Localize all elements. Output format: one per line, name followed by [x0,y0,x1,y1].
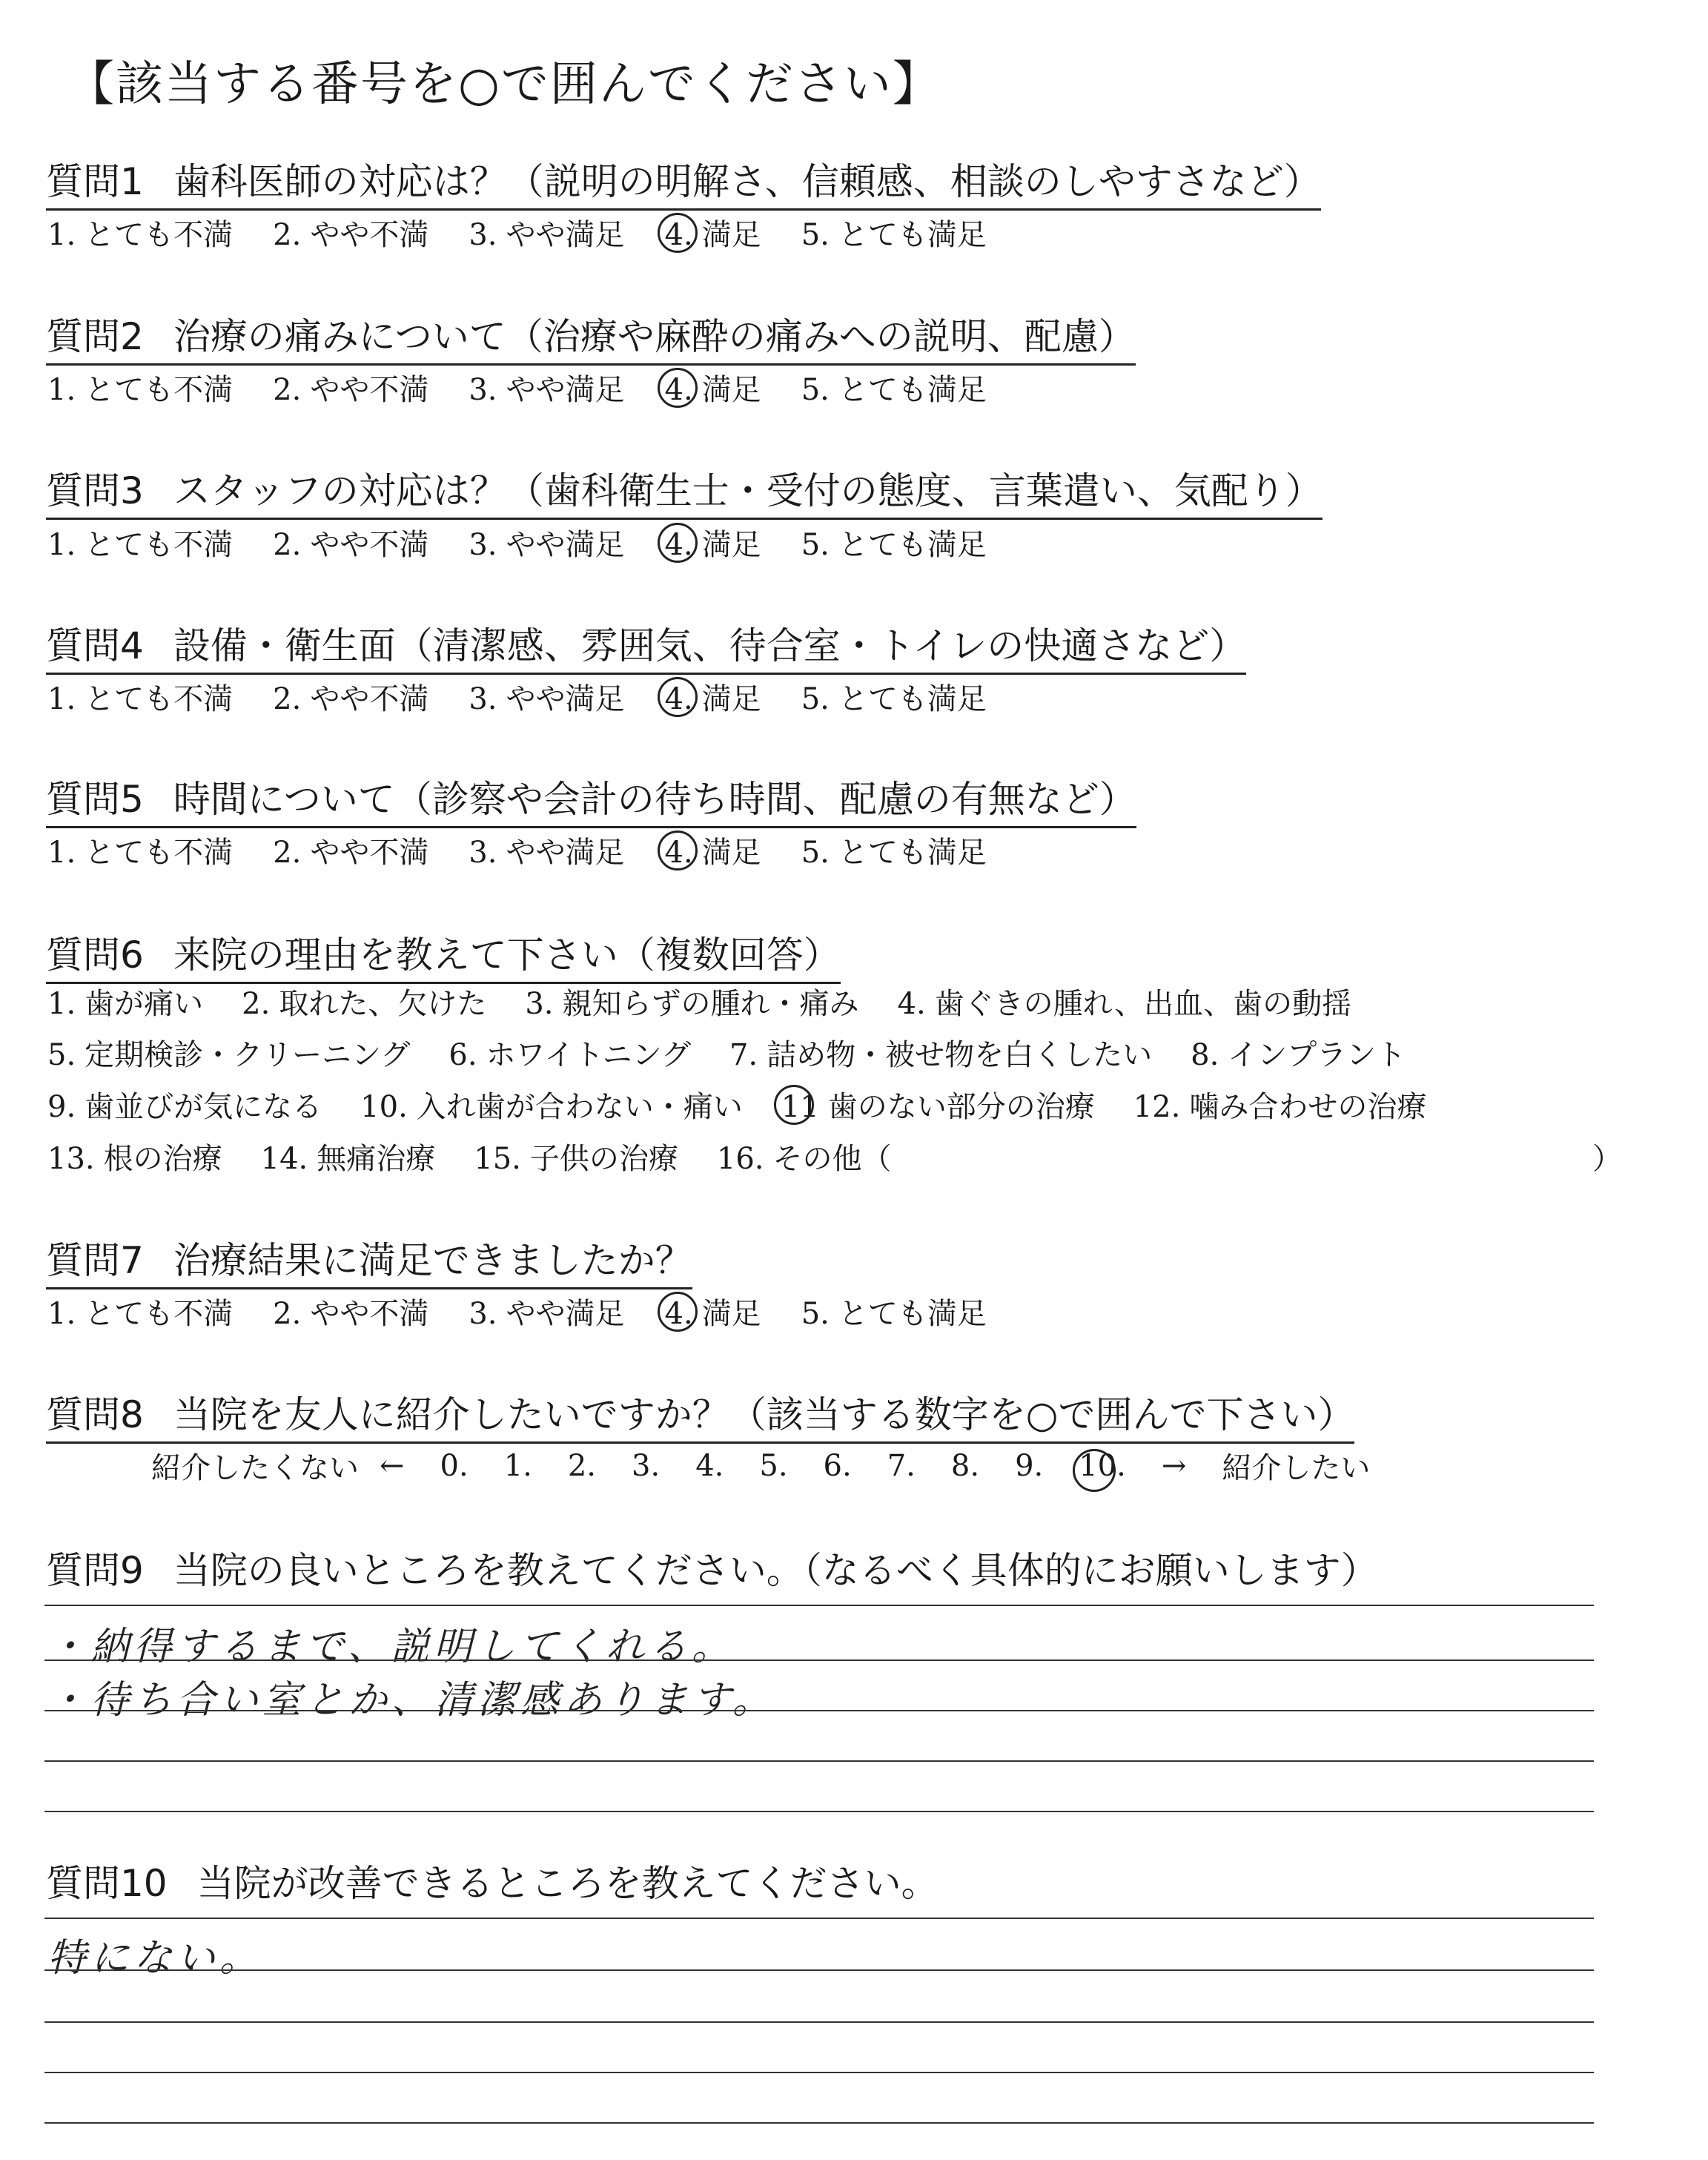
option-number: 4. [664,1297,693,1331]
q1-option-5[interactable] [801,211,987,254]
option-label: とても不満 [85,218,234,252]
option-label: やや不満 [310,373,429,407]
option-label: インプラント [1228,1038,1406,1072]
question-2-number: 質問2 [46,315,144,358]
option-number: 2. [273,1297,302,1331]
option-number: 6. [448,1038,477,1072]
q4-option-3[interactable] [469,676,624,718]
question-6-option[interactable] [1133,1083,1427,1126]
option-label: 満足 [701,218,761,252]
question-5-number: 質問5 [46,778,144,821]
option-number: 2. [273,528,302,562]
question-1-number: 質問1 [46,160,144,203]
q4-option-5[interactable] [801,676,987,718]
question-9-number: 質問9 [46,1549,144,1592]
q1-option-1[interactable] [47,211,233,254]
answer-line [44,1659,1594,1661]
option-number: 8. [1191,1038,1219,1072]
q5-option-1[interactable] [47,829,233,871]
option-label: 歯並びが気になる [85,1090,322,1124]
q3-option-4[interactable] [665,521,761,564]
question-10-text: 当院が改善できるところを教えてください。 [196,1862,939,1905]
question-6-options-row-4 [47,1135,930,1178]
question-2-options [47,366,1027,409]
option-label: 満足 [701,528,761,562]
option-label: 歯のない部分の治療 [827,1090,1095,1124]
q4-option-4[interactable] [665,676,761,718]
option-label: 無痛治療 [317,1142,436,1176]
option-label: やや不満 [310,218,429,252]
q7-option-3[interactable] [469,1290,624,1332]
question-6-options-row-1 [47,980,1390,1023]
q3-option-1[interactable] [47,521,233,564]
answer-line [44,2122,1594,2124]
question-10-answer-1: 特にない。 [47,1936,263,1981]
question-6-option[interactable] [1191,1031,1406,1074]
question-6-option[interactable] [47,1135,222,1178]
q1-option-4[interactable] [665,211,761,254]
question-7-options [47,1290,1027,1332]
question-7-text: 治療結果に満足できましたか？ [173,1239,692,1282]
option-label: 満足 [701,1297,761,1331]
question-5-options [47,829,1027,871]
option-label: 取れた、欠けた [279,987,487,1021]
q5-option-5[interactable] [801,829,987,871]
scale-point-8[interactable]: 8. [950,1448,980,1483]
option-number: 1. [47,218,76,252]
answer-line [44,2021,1594,2023]
scale-point-10[interactable]: 10. [1079,1448,1126,1483]
option-number: 10. [360,1090,408,1124]
option-number: 5. [801,836,830,870]
question-9-text: 当院の良いところを教えてください。（なるべく具体的にお願いします） [173,1549,1378,1592]
option-label: とても満足 [838,218,987,252]
option-number: 1. [47,1297,76,1331]
option-number: 4. [664,836,693,870]
option-number: 12. [1133,1090,1181,1124]
option-number: 1. [47,836,76,870]
option-label: 歯が痛い [85,987,204,1021]
option-label: やや不満 [310,836,429,870]
q2-option-3[interactable] [469,366,624,409]
q1-option-3[interactable] [469,211,624,254]
scale-point-1[interactable]: 1. [503,1448,532,1483]
option-label: とても不満 [85,836,234,870]
scale-point-5[interactable]: 5. [759,1448,788,1483]
question-8-number: 質問8 [46,1393,144,1436]
option-number: 3. [469,373,497,407]
q3-option-3[interactable] [469,521,624,564]
option-number: 4. [897,987,926,1021]
question-9-answer-2: ・待ち合い室とか、清潔感あります。 [47,1678,775,1723]
scale-left-label: 紹介したくない [151,1451,359,1485]
question-6-number: 質問6 [46,934,144,977]
q7-option-1[interactable] [47,1290,233,1332]
question-10-number: 質問10 [46,1862,168,1905]
q3-option-2[interactable] [273,521,428,564]
option-number: 3. [469,682,497,716]
question-6-text: 来院の理由を教えて下さい（複数回答） [173,934,841,977]
option-number: 9. [47,1090,76,1124]
question-6-option[interactable] [781,1083,1095,1126]
question-3-text: スタッフの対応は？（歯科衛生士・受付の態度、言葉遣い、気配り） [173,469,1323,512]
answer-line [44,2072,1594,2073]
option-number: 4. [664,373,693,407]
q4-option-2[interactable] [273,676,428,718]
scale-point-4[interactable]: 4. [695,1448,724,1483]
question-8-text: 当院を友人に紹介したいですか？（該当する数字を○で囲んで下さい） [173,1393,1355,1436]
option-number: 3. [469,528,497,562]
option-label: 満足 [701,682,761,716]
question-2-text: 治療の痛みについて（治療や麻酔の痛みへの説明、配慮） [173,315,1136,358]
scale-point-3[interactable]: 3. [632,1448,661,1483]
answer-line [44,1605,1594,1606]
question-6-option[interactable] [474,1135,678,1178]
option-number: 1. [47,528,76,562]
option-number: 5. [801,373,830,407]
option-label: とても満足 [838,682,987,716]
answer-line [44,1969,1594,1971]
option-label: やや満足 [506,218,625,252]
option-label: やや満足 [506,836,625,870]
option-label: 満足 [701,373,761,407]
q7-option-2[interactable] [273,1290,428,1332]
option-label: やや満足 [506,373,625,407]
q7-option-5[interactable] [801,1290,987,1332]
question-7-number: 質問7 [46,1239,144,1282]
option-number: 13. [47,1142,95,1176]
question-9-answer-1: ・納得するまで、説明してくれる。 [47,1625,735,1669]
question-6-option[interactable] [729,1031,1152,1074]
option-label: 定期検診・クリーニング [85,1038,411,1072]
question-7-title [46,1231,692,1289]
question-6-other-close-paren: ） [1592,1142,1622,1176]
scale-right-label: 紹介したい [1222,1451,1371,1485]
option-label: とても不満 [85,682,234,716]
q5-option-3[interactable] [469,829,624,871]
question-6-options-row-2 [47,1031,1444,1074]
question-6-option[interactable] [261,1135,436,1178]
option-number: 1. [47,987,76,1021]
question-6-option[interactable] [525,980,858,1023]
question-4-title [46,616,1246,675]
question-6-options-row-3 [47,1083,1465,1126]
option-label: やや不満 [310,682,429,716]
answer-line [44,1918,1594,1919]
question-8-title [46,1385,1354,1444]
question-3-title [46,461,1323,520]
option-number: 3. [469,218,497,252]
question-6-option[interactable] [360,1083,743,1126]
q3-option-5[interactable] [801,521,987,564]
option-label: とても満足 [838,528,987,562]
option-number: 1. [47,373,76,407]
question-6-option[interactable] [448,1031,691,1074]
q2-option-2[interactable] [273,366,428,409]
option-number: 1. [47,682,76,716]
q5-option-4[interactable] [665,829,761,871]
option-label: やや満足 [506,528,625,562]
option-label: やや不満 [310,528,429,562]
option-number: 5. [801,682,830,716]
option-number: 2. [273,373,302,407]
scale-point-7[interactable]: 7. [887,1448,916,1483]
option-number: 14. [260,1142,308,1176]
scale-point-6[interactable]: 6. [823,1448,852,1483]
answer-line [44,1760,1594,1762]
option-label: やや満足 [506,682,625,716]
answer-line [44,1811,1594,1812]
option-label: 満足 [701,836,761,870]
option-label: とても満足 [838,1297,987,1331]
option-label: とても不満 [85,1297,234,1331]
scale-point-0[interactable]: 0. [440,1448,469,1483]
option-number: 5. [801,528,830,562]
scale-point-2[interactable]: 2. [567,1448,597,1483]
question-6-option[interactable] [898,980,1352,1023]
option-label: とても不満 [85,373,234,407]
option-number: 5. [47,1038,76,1072]
option-number: 3. [525,987,554,1021]
option-number: 5. [801,218,830,252]
option-number: 5. [801,1297,830,1331]
option-label: その他（ [772,1142,892,1176]
question-4-number: 質問4 [46,624,144,667]
option-number: 2. [273,218,302,252]
option-number: 3. [469,1297,497,1331]
option-label: 噛み合わせの治療 [1189,1090,1427,1124]
question-6-option[interactable] [47,1083,322,1126]
q2-option-4[interactable] [665,366,761,409]
question-1-options [47,211,1027,254]
question-2-title [46,307,1136,366]
question-6-option[interactable] [47,980,203,1023]
question-3-number: 質問3 [46,469,144,512]
option-number: 16. [716,1142,764,1176]
option-label: 子供の治療 [529,1142,678,1176]
option-label: 歯ぐきの腫れ、出血、歯の動揺 [934,987,1352,1021]
option-number: 3. [469,836,497,870]
option-number: 4. [664,218,693,252]
option-number: 4. [664,528,693,562]
q4-option-1[interactable] [47,676,233,718]
option-number: 7. [729,1038,758,1072]
scale-point-9[interactable]: 9. [1015,1448,1044,1483]
question-5-title [46,770,1136,828]
question-3-options [47,521,1027,564]
question-9-title [46,1541,1378,1597]
option-label: とても満足 [838,373,987,407]
option-label: とても満足 [838,836,987,870]
question-1-title [46,152,1321,211]
question-5-text: 時間について（診察や会計の待ち時間、配慮の有無など） [173,778,1136,821]
option-label: やや不満 [310,1297,429,1331]
option-number: 15. [474,1142,521,1176]
option-label: 詰め物・被せ物を白くしたい [767,1038,1153,1072]
q2-option-1[interactable] [47,366,233,409]
question-10-title [46,1854,939,1910]
scale-right-arrow: → [1161,1448,1187,1483]
question-6-option[interactable] [47,1031,410,1074]
q5-option-2[interactable] [273,829,428,871]
option-number: 4. [664,682,693,716]
option-number: 2. [273,682,302,716]
question-8-scale [151,1444,1370,1487]
q2-option-5[interactable] [801,366,987,409]
answer-line [44,1710,1594,1711]
question-6-option[interactable] [242,980,486,1023]
scale-left-arrow: ← [380,1448,405,1483]
question-6-option[interactable] [717,1135,892,1178]
option-label: 親知らずの腫れ・痛み [562,987,859,1021]
option-label: 入れ歯が合わない・痛い [416,1090,743,1124]
question-6-title [46,925,841,984]
question-4-options [47,676,1027,718]
option-label: ホワイトニング [486,1038,691,1072]
option-number: 2. [273,836,302,870]
option-label: 根の治療 [103,1142,222,1176]
option-label: とても不満 [85,528,234,562]
q7-option-4[interactable] [665,1290,761,1332]
question-1-text: 歯科医師の対応は？（説明の明解さ、信頼感、相談のしやすさなど） [173,160,1321,203]
option-number: 2. [242,987,271,1021]
option-number: 11 [781,1090,819,1124]
q1-option-2[interactable] [273,211,428,254]
question-4-text: 設備・衛生面（清潔感、雰囲気、待合室・トイレの快適さなど） [173,624,1247,667]
option-label: やや満足 [506,1297,625,1331]
page-header: 【該当する番号を○で囲んでください】 [67,57,941,112]
